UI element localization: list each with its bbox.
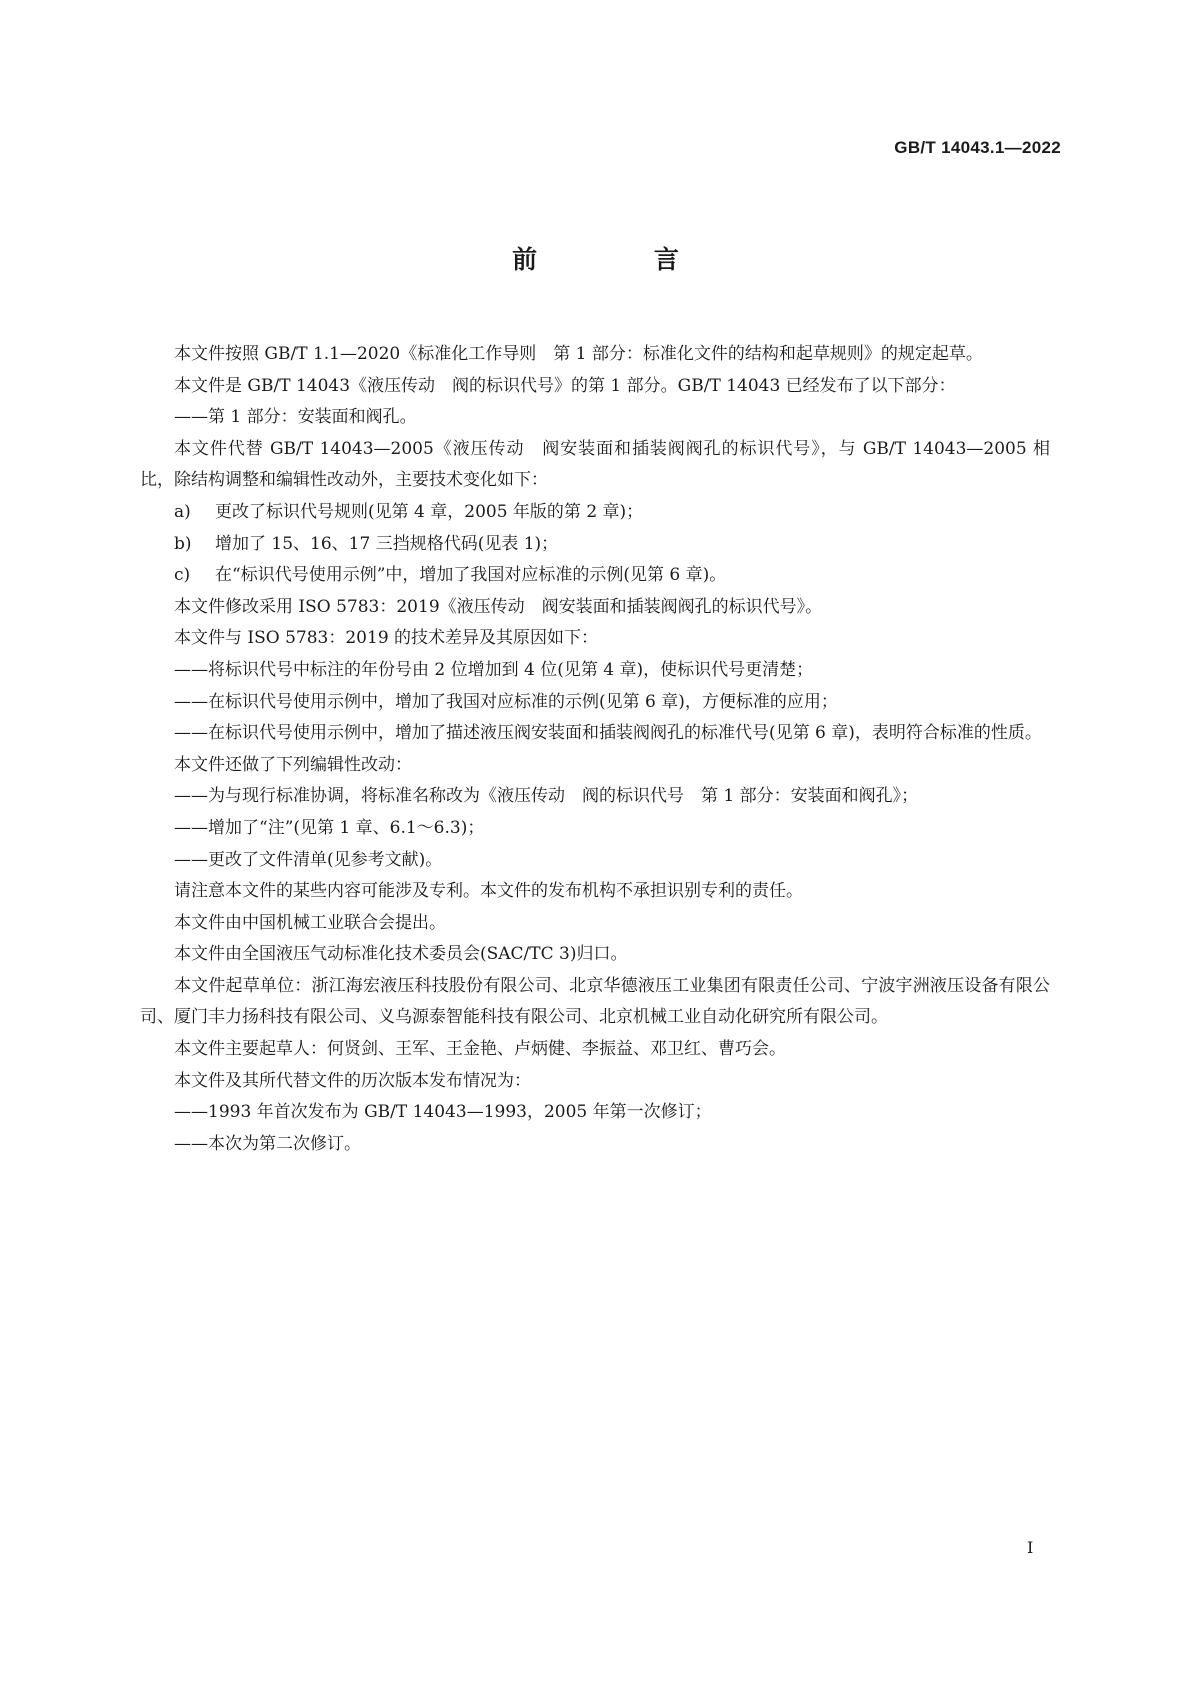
tech-diff-item: ——在标识代号使用示例中，增加了我国对应标准的示例(见第 6 章)，方便标准的应用； <box>174 691 838 712</box>
change-item-c <box>140 560 1050 592</box>
paragraph-drafting-rules: 本文件按照 GB/T 1.1—2020《标准化工作导则 第 1 部分：标准化文件的结构和起草规则》的规定起草。 <box>174 344 983 364</box>
history-item: ——本次为第二次修订。 <box>174 1133 361 1154</box>
paragraph-proposer: 本文件由中国机械工业联合会提出。 <box>174 912 446 933</box>
list-item-part-1: ——第 1 部分：安装面和阀孔。 <box>174 407 417 428</box>
editorial-change-item: ——增加了“注”(见第 1 章、6.1～6.3)； <box>174 817 485 838</box>
change-item-b <box>140 529 1050 561</box>
paragraph-replaces: 本文件代替 GB/T 14043—2005《液压传动 阀安装面和插装阀阀孔的标识代号》，与 GB/T 14043—2005 相比，除结构调整和编辑性改动外，主要技术变化如下： <box>140 438 1050 491</box>
change-item-text: 在“标识代号使用示例”中，增加了我国对应标准的示例(见第 6 章)。 <box>215 565 727 586</box>
paragraph-iso-adoption: 本文件修改采用 ISO 5783：2019《液压传动 阀安装面和插装阀阀孔的标识代号》。 <box>174 596 823 617</box>
paragraph-series-parts: 本文件是 GB/T 14043《液压传动 阀的标识代号》的第 1 部分。GB/T 14043 已经发布了以下部分： <box>174 375 956 396</box>
change-item-text: 增加了 15、16、17 三挡规格代码(见表 1)； <box>215 533 559 554</box>
standard-code: GB/T 14043.1—2022 <box>894 138 1061 157</box>
paragraph-drafting-units: 本文件起草单位：浙江海宏液压科技股份有限公司、北京华德液压工业集团有限责任公司、宁波宇洲液压设备有限公司、厦门丰力扬科技有限公司、义乌源泰智能科技有限公司、北京机械工业自动化研究所有限公司。 <box>140 975 1050 1028</box>
paragraph-drafters: 本文件主要起草人：何贤剑、王军、王金艳、卢炳健、李振益、邓卫红、曹巧会。 <box>174 1039 786 1060</box>
editorial-change-item: ——更改了文件清单(见参考文献)。 <box>174 849 443 870</box>
tech-diff-item: ——在标识代号使用示例中，增加了描述液压阀安装面和插装阀阀孔的标准代号(见第 6 章)，表明符合标准的性质。 <box>174 723 1042 744</box>
tech-diff-item: ——将标识代号中标注的年份号由 2 位增加到 4 位(见第 4 章)，使标识代号更清楚； <box>174 659 814 680</box>
paragraph-tech-diff-intro: 本文件与 ISO 5783：2019 的技术差异及其原因如下： <box>174 628 599 649</box>
change-item-label: a) <box>174 501 191 522</box>
foreword-body <box>140 339 1050 1160</box>
paragraph-committee: 本文件由全国液压气动标准化技术委员会(SAC/TC 3)归口。 <box>174 944 628 965</box>
editorial-change-item: ——为与现行标准协调，将标准名称改为《液压传动 阀的标识代号 第 1 部分：安装面和阀孔》； <box>174 786 919 807</box>
change-item-label: b) <box>174 533 192 554</box>
change-item-a <box>140 497 1050 529</box>
paragraph-patent-notice: 请注意本文件的某些内容可能涉及专利。本文件的发布机构不承担识别专利的责任。 <box>174 881 803 902</box>
paragraph-history-intro: 本文件及其所代替文件的历次版本发布情况为： <box>174 1070 531 1091</box>
page-number: I <box>1027 1538 1034 1557</box>
page-title: 前 言 <box>512 245 733 274</box>
change-item-label: c) <box>174 565 191 586</box>
change-item-text: 更改了标识代号规则(见第 4 章，2005 年版的第 2 章)； <box>215 501 644 522</box>
history-item: ——1993 年首次发布为 GB/T 14043—1993，2005 年第一次修订； <box>174 1102 712 1123</box>
paragraph-editorial-intro: 本文件还做了下列编辑性改动： <box>174 754 412 775</box>
